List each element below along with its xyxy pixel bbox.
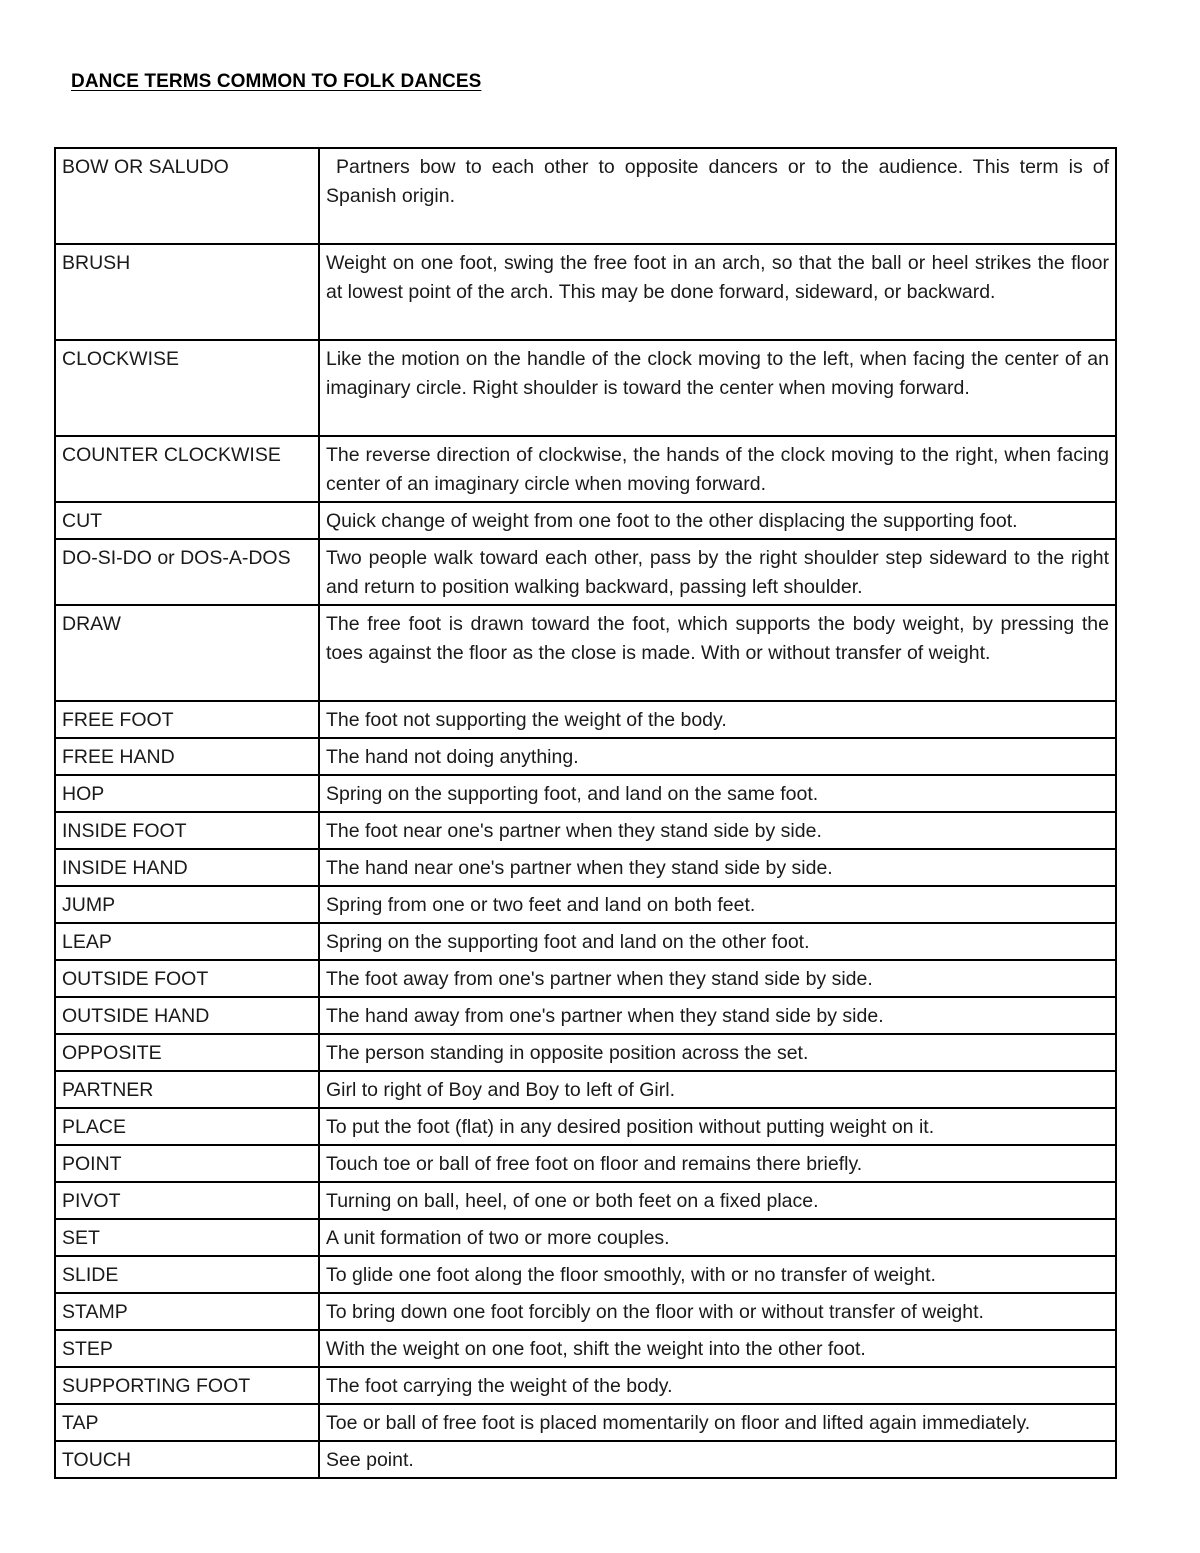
term-cell: POINT <box>55 1145 319 1182</box>
definition-cell: Spring from one or two feet and land on both feet. <box>319 886 1116 923</box>
definition-cell: Partners bow to each other to opposite dancers or to the audience. This term is of Spanish origin. <box>319 148 1116 244</box>
term-cell: PIVOT <box>55 1182 319 1219</box>
definition-cell: Girl to right of Boy and Boy to left of Girl. <box>319 1071 1116 1108</box>
term-cell: COUNTER CLOCKWISE <box>55 436 319 502</box>
definition-cell: The foot away from one's partner when they stand side by side. <box>319 960 1116 997</box>
table-row <box>55 1256 1116 1293</box>
term-cell: OUTSIDE FOOT <box>55 960 319 997</box>
term-cell: STEP <box>55 1330 319 1367</box>
table-row <box>55 775 1116 812</box>
term-cell: CLOCKWISE <box>55 340 319 436</box>
definition-cell: With the weight on one foot, shift the weight into the other foot. <box>319 1330 1116 1367</box>
table-row <box>55 1108 1116 1145</box>
term-cell: BRUSH <box>55 244 319 340</box>
term-cell: LEAP <box>55 923 319 960</box>
table-row <box>55 148 1116 244</box>
table-row <box>55 1182 1116 1219</box>
table-row <box>55 1404 1116 1441</box>
table-row <box>55 923 1116 960</box>
dance-terms-table <box>54 147 1117 1479</box>
definition-cell: The hand away from one's partner when they stand side by side. <box>319 997 1116 1034</box>
definition-cell: Two people walk toward each other, pass by the right shoulder step sideward to the right and return to position walking backward, passing left shoulder. <box>319 539 1116 605</box>
term-cell: OUTSIDE HAND <box>55 997 319 1034</box>
page-title: DANCE TERMS COMMON TO FOLK DANCES <box>71 71 482 92</box>
table-row <box>55 701 1116 738</box>
definition-cell: To put the foot (flat) in any desired position without putting weight on it. <box>319 1108 1116 1145</box>
table-row <box>55 1293 1116 1330</box>
table-row <box>55 738 1116 775</box>
table-row <box>55 1219 1116 1256</box>
table-row <box>55 605 1116 701</box>
definition-cell: The foot near one's partner when they stand side by side. <box>319 812 1116 849</box>
term-cell: PLACE <box>55 1108 319 1145</box>
definition-cell: The hand not doing anything. <box>319 738 1116 775</box>
definition-cell: To bring down one foot forcibly on the floor with or without transfer of weight. <box>319 1293 1116 1330</box>
table-row <box>55 436 1116 502</box>
definition-cell: Like the motion on the handle of the clock moving to the left, when facing the center of an imaginary circle. Right shoulder is toward the center when moving forward. <box>319 340 1116 436</box>
definition-cell: The reverse direction of clockwise, the hands of the clock moving to the right, when facing center of an imaginary circle when moving forward. <box>319 436 1116 502</box>
term-cell: SET <box>55 1219 319 1256</box>
table-row <box>55 1145 1116 1182</box>
table-row <box>55 960 1116 997</box>
term-cell: FREE HAND <box>55 738 319 775</box>
term-cell: STAMP <box>55 1293 319 1330</box>
dance-terms-table-body <box>55 148 1116 1478</box>
definition-cell: To glide one foot along the floor smoothly, with or no transfer of weight. <box>319 1256 1116 1293</box>
term-cell: INSIDE HAND <box>55 849 319 886</box>
table-row <box>55 502 1116 539</box>
table-row <box>55 997 1116 1034</box>
definition-cell: Toe or ball of free foot is placed momentarily on floor and lifted again immediately. <box>319 1404 1116 1441</box>
term-cell: SLIDE <box>55 1256 319 1293</box>
term-cell: INSIDE FOOT <box>55 812 319 849</box>
definition-cell: The free foot is drawn toward the foot, which supports the body weight, by pressing the toes against the floor as the close is made. With or without transfer of weight. <box>319 605 1116 701</box>
definition-cell: Quick change of weight from one foot to the other displacing the supporting foot. <box>319 502 1116 539</box>
term-cell: BOW OR SALUDO <box>55 148 319 244</box>
definition-cell: See point. <box>319 1441 1116 1478</box>
term-cell: DO-SI-DO or DOS-A-DOS <box>55 539 319 605</box>
term-cell: HOP <box>55 775 319 812</box>
table-row <box>55 849 1116 886</box>
definition-cell: The person standing in opposite position across the set. <box>319 1034 1116 1071</box>
term-cell: FREE FOOT <box>55 701 319 738</box>
table-row <box>55 1071 1116 1108</box>
definition-cell: Turning on ball, heel, of one or both feet on a fixed place. <box>319 1182 1116 1219</box>
table-row <box>55 1367 1116 1404</box>
definition-cell: The foot not supporting the weight of the body. <box>319 701 1116 738</box>
definition-cell: The foot carrying the weight of the body. <box>319 1367 1116 1404</box>
term-cell: TAP <box>55 1404 319 1441</box>
definition-cell: Spring on the supporting foot, and land on the same foot. <box>319 775 1116 812</box>
term-cell: DRAW <box>55 605 319 701</box>
table-row <box>55 1441 1116 1478</box>
table-row <box>55 1034 1116 1071</box>
definition-cell: Touch toe or ball of free foot on floor and remains there briefly. <box>319 1145 1116 1182</box>
definition-cell: Weight on one foot, swing the free foot in an arch, so that the ball or heel strikes the floor at lowest point of the arch. This may be done forward, sideward, or backward. <box>319 244 1116 340</box>
table-row <box>55 812 1116 849</box>
table-row <box>55 1330 1116 1367</box>
definition-cell: Spring on the supporting foot and land on the other foot. <box>319 923 1116 960</box>
definition-cell: The hand near one's partner when they stand side by side. <box>319 849 1116 886</box>
term-cell: JUMP <box>55 886 319 923</box>
term-cell: OPPOSITE <box>55 1034 319 1071</box>
table-row <box>55 539 1116 605</box>
term-cell: SUPPORTING FOOT <box>55 1367 319 1404</box>
term-cell: CUT <box>55 502 319 539</box>
table-row <box>55 244 1116 340</box>
term-cell: PARTNER <box>55 1071 319 1108</box>
table-row <box>55 340 1116 436</box>
table-row <box>55 886 1116 923</box>
term-cell: TOUCH <box>55 1441 319 1478</box>
definition-cell: A unit formation of two or more couples. <box>319 1219 1116 1256</box>
